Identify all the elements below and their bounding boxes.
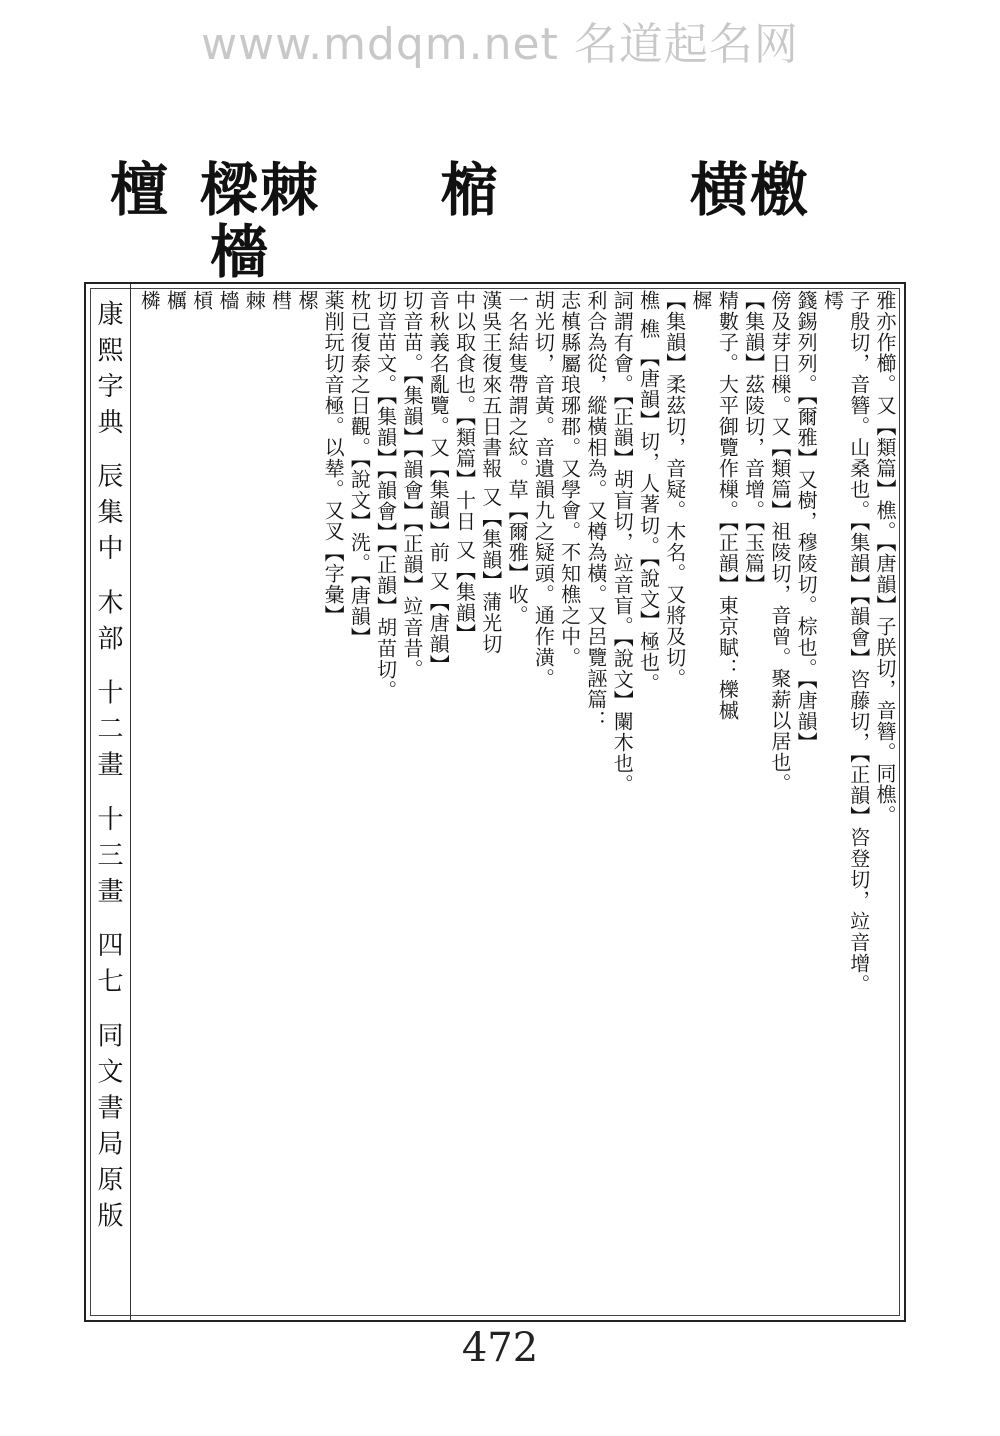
headword-column: 檣 (215, 290, 240, 311)
text-column: 詞謂有會。【正韻】胡盲切，竝音盲。【說文】闌木也。 (610, 290, 635, 795)
dictionary-body (130, 284, 904, 1320)
text-columns (136, 290, 898, 1314)
seal-glyph: 横 (690, 156, 749, 224)
seal-glyph: 檄 (750, 156, 809, 224)
text-column: 薬削玩切音極。以辇。又叉【字彙】 (321, 290, 346, 626)
text-column: 樵 樵 【唐韻】切，人著切。【說文】極也。 (636, 290, 661, 694)
text-column: 音秋義名亂覽。又【集韻】前 又【唐韻】 (426, 290, 451, 676)
headword-column: 槓 (189, 290, 214, 311)
text-column: 切音苗文。【集韻】【韻會】【正韻】胡苗切。 (373, 290, 398, 701)
text-column: 胡光切，音黃。音遺韻九之疑頭。通作潢。 (531, 290, 556, 689)
margin-label: 康熙字典 辰集中 木部 十二畫 十三畫 四七 同文書局原版 (93, 300, 123, 1238)
text-column: 子殷切，音簪。山桑也。【集韻】【韻會】咨藤切，【正韻】咨登切，竝音增。 (846, 290, 871, 995)
seal-glyph: 檣 (210, 218, 269, 286)
headword-column: 槥 (268, 290, 293, 311)
headword-column: 樗 (820, 290, 845, 311)
text-column: 中以取食也。【類篇】十日 又【集韻】 (452, 290, 477, 645)
text-column: 【集韻】茲陵切，音增。【玉篇】 (741, 290, 766, 595)
text-column: 雅亦作櫛。又【類篇】樵。【唐韻】子朕切，音簪。同樵。 (873, 290, 897, 826)
page-frame (84, 282, 906, 1322)
headword-column: 橉 (137, 290, 162, 311)
seal-glyph: 檀 (110, 156, 169, 224)
text-column: 一名結隻帶謂之紋。草【爾雅】收。 (505, 290, 530, 626)
text-column: 利合為從，縱橫相為。又樽為橫。又呂覽誣篇： (583, 290, 608, 731)
text-column: 精數子。大平御覽作樔。【正韻】東京賦：櫟槭 (715, 290, 740, 721)
text-column: 傍及芽日樔。又【類篇】祖陵切，音曾。聚薪以居也。 (767, 290, 792, 794)
headword-column: 樏 (294, 290, 319, 311)
text-column: 枕已復泰之日觀。【說文】洗。【唐韻】 (347, 290, 372, 648)
seal-script-header (110, 156, 830, 290)
seal-glyph: 樑 (200, 156, 259, 224)
text-column: 志槙縣屬琅琊郡。又學會。不知樵之中。 (557, 290, 582, 668)
margin-strip (86, 284, 131, 1320)
text-column: 【集韻】柔茲切，音疑。木名。又將及切。 (662, 290, 687, 689)
seal-glyph: 棘 (260, 156, 319, 224)
page-number: 472 (461, 1325, 539, 1371)
text-column: 切音苗。【集韻】【韻會】【正韻】竝音昔。 (399, 290, 424, 680)
text-column: 籛錫列列。【爾雅】又樹，穆陵切。棕也。【唐韻】 (794, 290, 819, 753)
watermark-text: www.mdqm.net 名道起名网 (201, 19, 799, 70)
headword-column: 棘 (242, 290, 267, 311)
headword-column: 樨 (689, 290, 714, 311)
headword-column: 櫔 (163, 290, 188, 311)
seal-glyph: 樎 (440, 156, 499, 224)
text-column: 漢吳王復來五日書報 又【集韻】蒲光切 (478, 290, 503, 655)
